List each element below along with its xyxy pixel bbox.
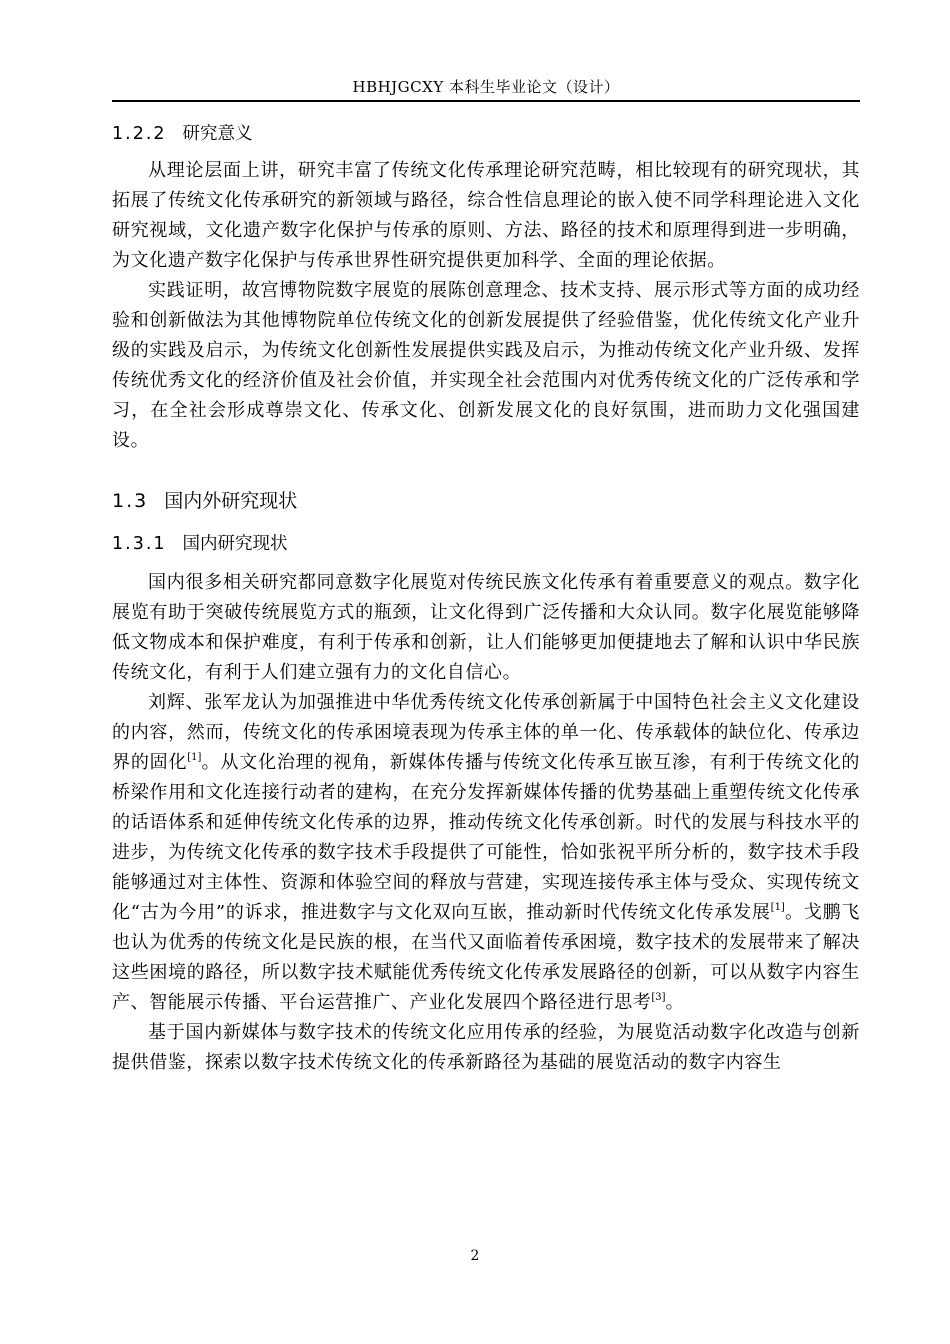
paragraph-text: 刘辉、张军龙认为加强推进中华优秀传统文化传承创新属于中国特色社会主义文化建设的内容，然而，传统文化的传承困境表现为传承主体的单一化、传承载体的缺位化、传承边界的固化 [112, 692, 860, 773]
paragraph-text: 。戈鹏飞也认为优秀的传统文化是民族的根，在当代又面临着传承困境，数字技术的发展带来了解决这些困境的路径，所以数字技术赋能优秀传统文化传承发展路径的创新，可以从数字内容生产、智能展示传播、平台运营推广、产业化发展四个路径进行思考 [112, 902, 860, 1013]
header-rule [112, 100, 860, 102]
page-body [112, 118, 860, 1078]
paragraph: 实践证明，故宫博物院数字展览的展陈创意理念、技术支持、展示形式等方面的成功经验和创新做法为其他博物院单位传统文化的创新发展提供了经验借鉴，优化传统文化产业升级的实践及启示，为传统文化创新性发展提供实践及启示，为推动传统文化产业升级、发挥传统优秀文化的经济价值及社会价值，并实现全社会范围内对优秀传统文化的广泛传承和学习，在全社会形成尊崇文化、传承文化、创新发展文化的良好氛围，进而助力文化强国建设。 [112, 280, 860, 451]
paragraph-with-citations [112, 688, 860, 1018]
section-title: 国内研究现状 [182, 534, 288, 554]
paragraph: 从理论层面上讲，研究丰富了传统文化传承理论研究范畴，相比较现有的研究现状，其拓展了传统文化传承研究的新领域与路径，综合性信息理论的嵌入使不同学科理论进入文化研究视域，文化遗产数字化保护与传承的原则、方法、路径的技术和原理得到进一步明确，为文化遗产数字化保护与传承世界性研究提供更加科学、全面的理论依据。 [112, 160, 860, 271]
section-title: 研究意义 [182, 124, 253, 144]
section-title: 国内外研究现状 [164, 490, 298, 512]
running-header: HBHJGCXY 本科生毕业论文（设计） [352, 78, 620, 96]
paragraph: 基于国内新媒体与数字技术的传统文化应用传承的经验，为展览活动数字化改造与创新提供借鉴，探索以数字技术传统文化的传承新路径为基础的展览活动的数字内容生 [112, 1022, 860, 1073]
paragraph: 国内很多相关研究都同意数字化展览对传统民族文化传承有着重要意义的观点。数字化展览有助于突破传统展览方式的瓶颈，让文化得到广泛传播和大众认同。数字化展览能够降低文物成本和保护难度，有利于传承和创新，让人们能够更加便捷地去了解和认识中华民族传统文化，有利于人们建立强有力的文化自信心。 [112, 572, 860, 683]
page-number: 2 [470, 1248, 480, 1264]
section-heading-1-3-1 [112, 528, 860, 560]
citation-marker: [3] [651, 992, 666, 1003]
section-number: 1.3.1 [112, 534, 167, 554]
section-number: 1.3 [112, 490, 149, 512]
section-number: 1.2.2 [112, 124, 167, 144]
citation-marker: [1] [187, 752, 202, 763]
paragraph-text: 。从文化治理的视角，新媒体传播与传统文化传承互嵌互渗，有利于传统文化的桥梁作用和文化连接行动者的建构，在充分发挥新媒体传播的优势基础上重塑传统文化传承的话语体系和延伸传统文化传承的边界，推动传统文化传承创新。时代的发展与科技水平的进步，为传统文化传承的数字技术手段提供了可能性，恰如张祝平所分析的，数字技术手段能够通过对主体性、资源和体验空间的释放与营建，实现连接传承主体与受众、实现传统文化“古为今用”的诉求，推进数字与文化双向互嵌，推动新时代传统文化传承发展 [112, 752, 860, 923]
section-heading-1-2-2 [112, 118, 860, 150]
paragraph-text: 。 [665, 992, 685, 1013]
section-heading-1-3 [112, 484, 860, 518]
citation-marker: [1] [770, 902, 785, 913]
